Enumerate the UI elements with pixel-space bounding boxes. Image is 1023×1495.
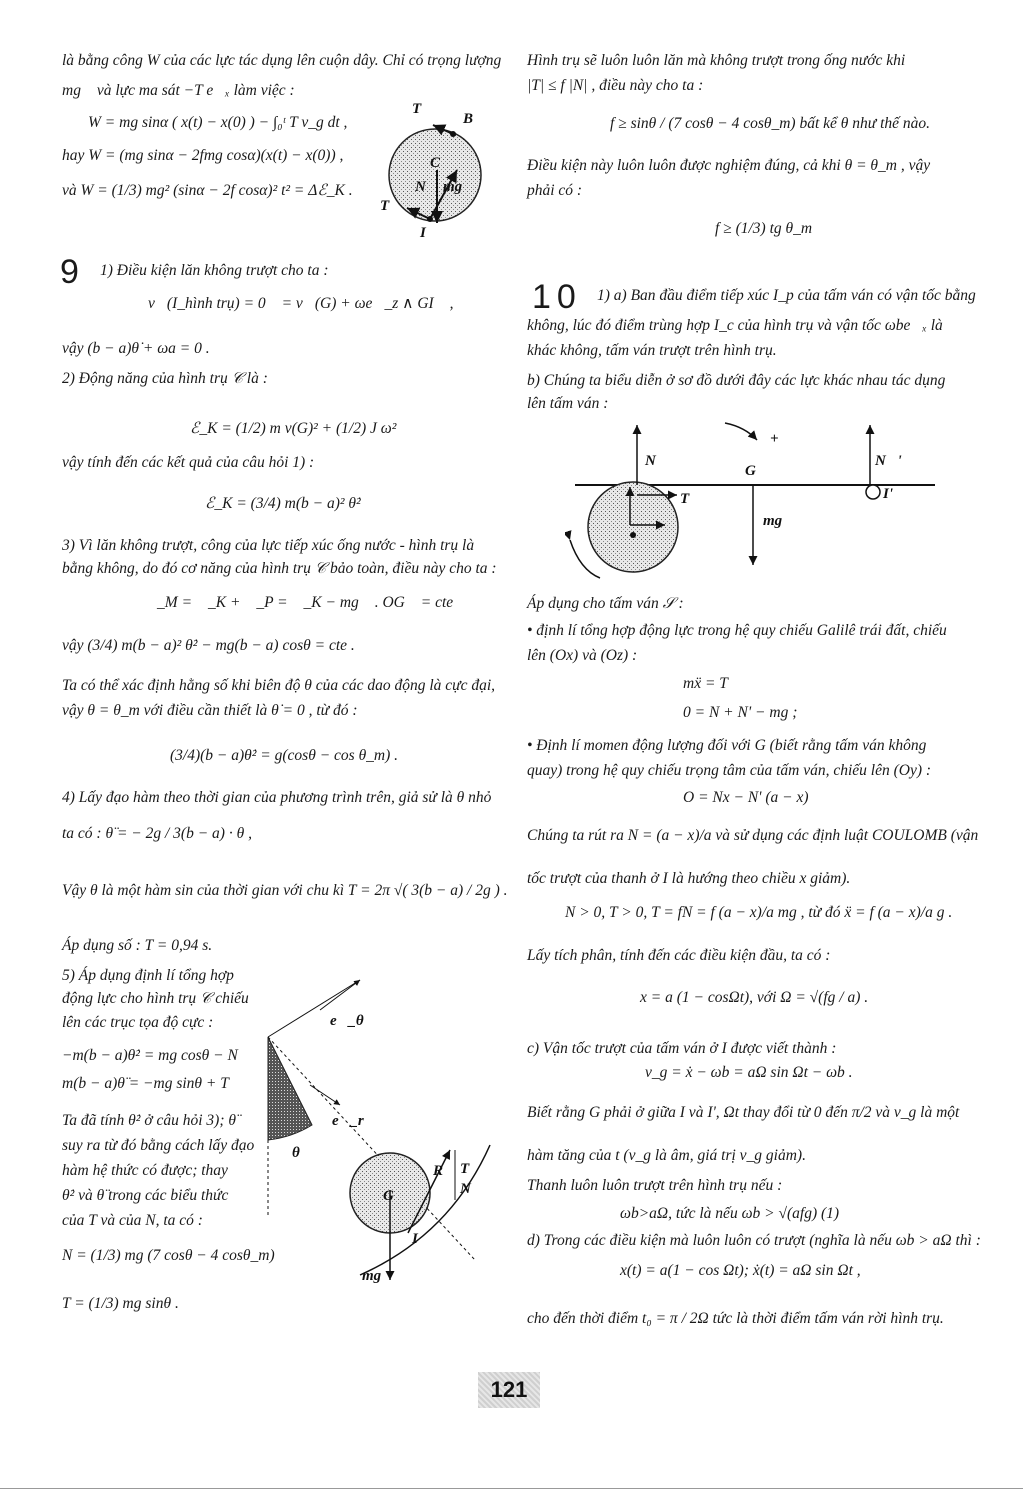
left-text-line: hay W = (mg sinα − 2fmg cosα)(x(t) − x(0)) , <box>62 147 344 164</box>
plank-force-diagram <box>565 415 945 590</box>
label-N: N <box>460 1181 471 1197</box>
right-text-line: x = a (1 − cosΩt), với Ω = √(fg / a) . <box>640 989 869 1006</box>
right-text-line: d) Trong các điều kiện mà luôn luôn có trượt (nghĩa là nếu ωb > aΩ thì : <box>527 1232 981 1249</box>
left-text-line: 1) Điều kiện lăn không trượt cho ta : <box>100 262 329 279</box>
right-text-line: c) Vận tốc trượt của tấm ván ở I được viết thành : <box>527 1040 837 1057</box>
label-mg: mg⃗ <box>763 513 794 529</box>
left-text-line: ℰ_M = ℰ_K + ℰ_P = ℰ_K − mg⃗ . OG⃗ = cte <box>145 594 454 611</box>
left-text-line: vậy tính đến các kết quả của câu hỏi 1) : <box>62 454 315 471</box>
label-T-left: T⃗ <box>380 198 401 214</box>
left-text-line: hàm hệ thức có được; thay <box>62 1162 228 1179</box>
right-text-line: O = Nx − N' (a − x) <box>683 789 809 806</box>
label-C: C <box>430 155 441 171</box>
left-text-line: và W = (1/3) mg² (sinα − 2f cosα)² t² = Δℰ_K . <box>62 182 353 199</box>
right-text-line: mẍ = T <box>683 675 728 692</box>
right-text-line: • Định lí momen động lượng đối với G (biết rằng tấm ván không <box>527 737 927 754</box>
right-text-line: Hình trụ sẽ luôn luôn lăn mà không trượt trong ống nước khi <box>527 52 906 69</box>
page-edge-line <box>0 1488 1023 1489</box>
right-text-line: Biết rằng G phải ở giữa I và I', Ωt thay đổi từ 0 đến π/2 và v_g là một <box>527 1104 960 1121</box>
left-text-line: ta có : θ̈ = − 2g / 3(b − a) · θ , <box>62 825 252 842</box>
right-text-line: cho đến thời điểm t₀ = π / 2Ω tức là thời điểm tấm ván rời hình trụ. <box>527 1310 944 1327</box>
right-text-line: • định lí tổng hợp động lực trong hệ quy chiếu Galilê trái đất, chiếu <box>527 622 947 639</box>
left-text-line: vậy (b − a)θ̇ + ωa = 0 . <box>62 340 210 357</box>
left-text-line: 2) Động năng của hình trụ 𝒞 là : <box>62 370 268 387</box>
label-T-top: T⃗ <box>412 101 433 117</box>
label-plus: + <box>770 431 779 447</box>
left-text-line: W = mg sinα ( x(t) − x(0) ) − ∫₀ᵗ T v_g dt , <box>88 114 348 131</box>
right-text-line: 1) a) Ban đầu điểm tiếp xúc I_p của tấm ván có vận tốc bằng <box>597 287 976 304</box>
right-text-line: 0 = N + N' − mg ; <box>683 704 798 721</box>
left-text-line: ℰ_K = (3/4) m(b − a)² θ̇² <box>205 495 361 512</box>
label-mg: mg⃗ <box>362 1268 393 1284</box>
label-I-prime: I' <box>883 486 894 502</box>
left-text-line: Ta có thể xác định hằng số khi biên độ θ của các dao động là cực đại, <box>62 677 496 694</box>
left-text-line: là bằng công W của các lực tác dụng lên cuộn dây. Chỉ có trọng lượng <box>62 52 502 69</box>
left-text-line: θ̇² và θ̈ trong các biểu thức <box>62 1187 229 1204</box>
label-e-r: e⃗_r <box>332 1113 364 1129</box>
right-text-line: quay) trong hệ quy chiếu trọng tâm của tấm ván, chiếu lên (Oy) : <box>527 762 932 779</box>
left-text-line: mg⃗ và lực ma sát −T e⃗ₓ làm việc : <box>62 82 295 99</box>
left-text-line: suy ra từ đó bằng cách lấy đạo <box>62 1137 255 1154</box>
left-text-line: 4) Lấy đạo hàm theo thời gian của phương trình trên, giả sử là θ nhỏ <box>62 789 492 806</box>
left-text-line: lên các trục tọa độ cực : <box>62 1014 214 1031</box>
right-text-line: f ≥ sinθ / (7 cosθ − 4 cosθ_m) bất kể θ như thế nào. <box>610 115 931 132</box>
label-R: R⃗ <box>433 1163 455 1179</box>
right-text-line: lên tấm ván : <box>527 395 609 412</box>
right-text-line: f ≥ (1/3) tg θ_m <box>715 220 813 237</box>
label-e-theta: e⃗_θ <box>330 1013 364 1029</box>
label-B: B <box>463 111 474 127</box>
left-text-line: N = (1/3) mg (7 cosθ − 4 cosθ_m) <box>62 1247 275 1264</box>
label-G: G <box>383 1188 394 1204</box>
polar-coordinates-diagram <box>250 975 500 1295</box>
label-mg: mg⃗ <box>443 179 474 195</box>
left-text-line: Vậy θ là một hàm sin của thời gian với chu kì T = 2π √( 3(b − a) / 2g ) . <box>62 882 508 899</box>
label-T: T <box>460 1161 470 1177</box>
label-I: I <box>412 1231 418 1247</box>
right-text-line: tốc trượt của thanh ở I là hướng theo chiều x giảm). <box>527 870 851 887</box>
right-text-line: Chúng ta rút ra N = (a − x)/a và sử dụng các định luật COULOMB (vận <box>527 827 979 844</box>
right-text-line: Điều kiện này luôn luôn được nghiệm đúng, cả khi θ = θ_m , vậy <box>527 157 931 174</box>
right-text-line: Lấy tích phân, tính đến các điều kiện đầu, ta có : <box>527 947 831 964</box>
right-text-line: b) Chúng ta biểu diễn ở sơ đồ dưới đây các lực khác nhau tác dụng <box>527 372 946 389</box>
left-text-line: Áp dụng số : T = 0,94 s. <box>62 937 213 954</box>
right-text-line: Áp dụng cho tấm ván 𝒮 : <box>527 595 684 612</box>
label-T: T⃗ <box>680 491 701 507</box>
label-N: N⃗ <box>415 179 438 195</box>
right-text-line: hàm tăng của t (v_g là âm, giá trị v_g giảm). <box>527 1147 806 1164</box>
label-N-prime: N⃗' <box>875 453 902 469</box>
right-text-line: x(t) = a(1 − cos Ωt); ẋ(t) = aΩ sin Ωt , <box>620 1262 861 1279</box>
page-number: 121 <box>478 1372 540 1408</box>
right-text-line: không, lúc đó điểm trùng hợp I_c của hình trụ và vận tốc ωbe⃗ₓ là <box>527 317 943 334</box>
cylinder-force-diagram <box>375 95 495 240</box>
label-theta: θ <box>292 1145 300 1161</box>
right-text-line: lên (Ox) và (Oz) : <box>527 647 638 664</box>
right-text-line: |T| ≤ f |N| , điều này cho ta : <box>527 77 704 94</box>
left-text-line: 3) Vì lăn không trượt, công của lực tiếp xúc ống nước - hình trụ là <box>62 537 475 554</box>
right-text-line: phải có : <box>527 182 583 199</box>
cylinder-circle <box>389 129 481 221</box>
left-text-line: ℰ_K = (1/2) m v(G)² + (1/2) J ω² <box>190 420 397 437</box>
label-N: N⃗ <box>645 453 668 469</box>
right-text-line: N > 0, T > 0, T = fN = f (a − x)/a mg , từ đó ẍ = f (a − x)/a g . <box>565 904 953 921</box>
left-text-line: vậy (3/4) m(b − a)² θ̇² − mg(b − a) cosθ = cte . <box>62 637 355 654</box>
left-text-line: m(b − a)θ̈ = −mg sinθ + T <box>62 1075 229 1092</box>
left-text-line: 5) Áp dụng định lí tổng hợp <box>62 967 234 984</box>
left-text-line: −m(b − a)θ̇² = mg cosθ − N <box>62 1047 238 1064</box>
left-text-line: vậy θ = θ_m với điều cần thiết là θ̇ = 0 , từ đó : <box>62 702 358 719</box>
left-text-line: động lực cho hình trụ 𝒞 chiếu <box>62 990 249 1007</box>
left-text-line: v⃗(I_hình trụ) = 0⃗ = v⃗(G) + ωe⃗_z ∧ GI⃗ , <box>148 295 454 312</box>
left-text-line: bằng không, do đó cơ năng của hình trụ 𝒞 bảo toàn, điều này cho ta : <box>62 560 497 577</box>
section-number-9: 9 <box>60 253 79 291</box>
right-text-line: ωb>aΩ, tức là nếu ωb > √(afg) (1) <box>620 1205 840 1222</box>
label-I: I <box>420 225 426 240</box>
label-G: G <box>745 463 756 479</box>
left-text-line: của T và của N, ta có : <box>62 1212 203 1229</box>
right-text-line: Thanh luôn luôn trượt trên hình trụ nếu : <box>527 1177 783 1194</box>
right-text-line: v_g = ẋ − ωb = aΩ sin Ωt − ωb . <box>645 1064 853 1081</box>
right-text-line: khác không, tấm ván trượt trên hình trụ. <box>527 342 777 359</box>
section-number-10: 10 <box>532 278 582 316</box>
left-text-line: Ta đã tính θ̇² ở câu hỏi 3); θ̈ <box>62 1112 236 1129</box>
left-text-line: (3/4)(b − a)θ̇² = g(cosθ − cos θ_m) . <box>170 747 399 764</box>
left-text-line: T = (1/3) mg sinθ . <box>62 1295 179 1312</box>
